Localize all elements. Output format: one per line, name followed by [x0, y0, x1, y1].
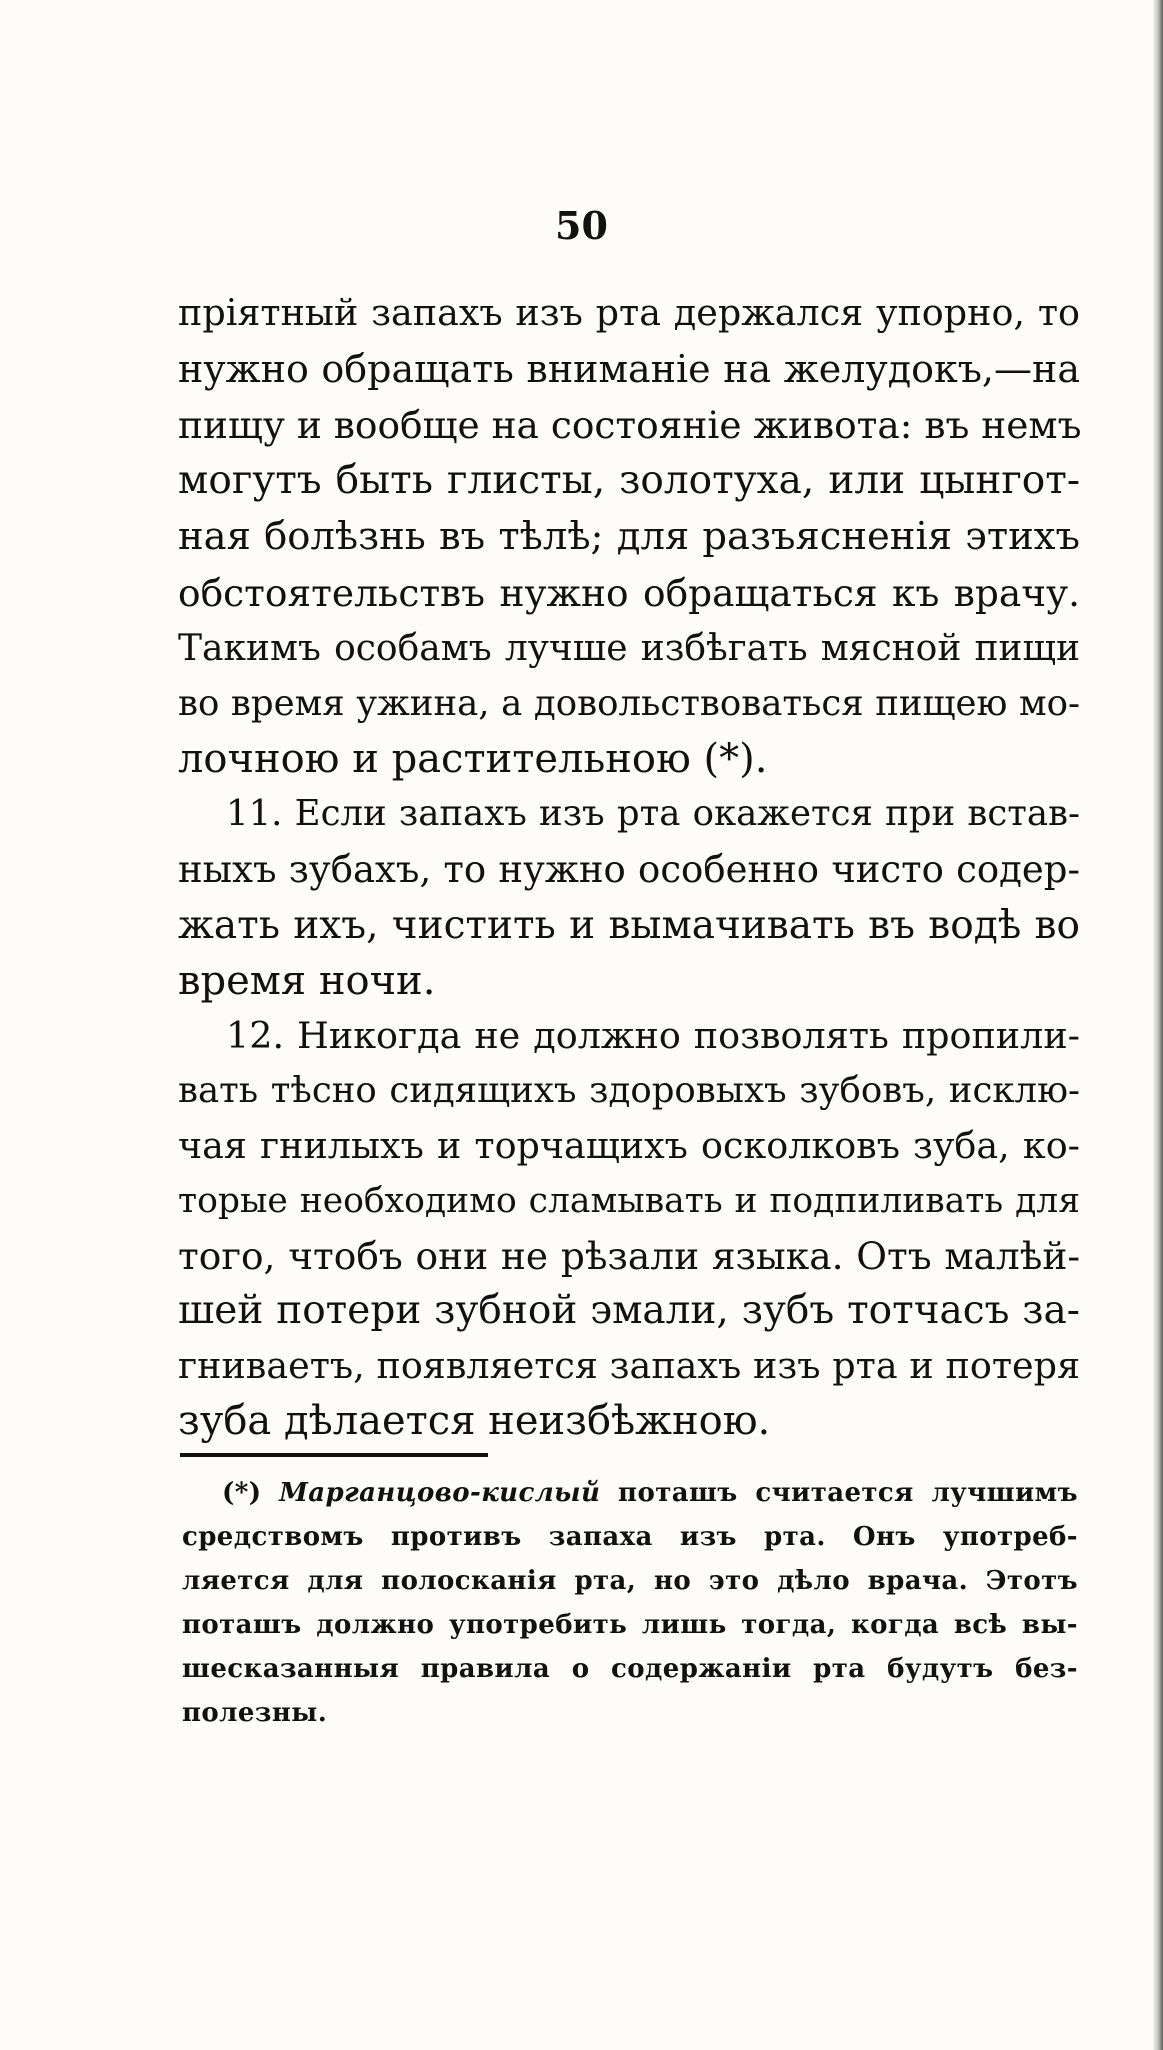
paragraph-11-start: 11. Если запахъ изъ рта окажется при встав-	[226, 793, 1080, 834]
text-line: шей потери зубной эмали, зубъ тотчасъ за-	[178, 1288, 1080, 1333]
text-line: Такимъ особамъ лучше избѣгать мясной пищи	[178, 628, 1080, 669]
text-line: гниваетъ, появляется запахъ изъ рта и потеря	[178, 1344, 1080, 1387]
text-line: чая гнилыхъ и торчащихъ осколковъ зуба, ко-	[178, 1124, 1080, 1167]
text-line: пріятный запахъ изъ рта держался упорно, то	[178, 291, 1080, 334]
footnote-divider	[180, 1453, 488, 1457]
footnote-first-line	[222, 1472, 1078, 1514]
text-line: пищу и вообще на состояніе живота: въ немъ	[178, 403, 1082, 447]
text-line: могутъ быть глисты, золотуха, или цынгот-	[178, 458, 1080, 503]
footnote-line: шесказанныя правила о содержаніи рта будутъ без-	[182, 1654, 1078, 1684]
page-edge-shadow	[1153, 0, 1163, 2050]
text-line: ная болѣзнь въ тѣлѣ; для разъясненія этихъ	[178, 514, 1080, 559]
text-line: жать ихъ, чистить и вымачивать въ водѣ во	[178, 903, 1080, 948]
text-line: время ночи.	[178, 958, 436, 1004]
text-line: обстоятельствъ нужно обращаться къ врачу.	[178, 571, 1080, 615]
text-line: нужно обращать вниманіе на желудокъ,—на	[178, 347, 1080, 391]
footnote-line: полезны.	[182, 1698, 328, 1728]
text-line: того, чтобъ они не рѣзали языка. Отъ малѣй-	[178, 1234, 1080, 1278]
text-line: торые необходимо сламывать и подпиливать для	[178, 1181, 1080, 1221]
text-line: лочною и растительною (*).	[178, 736, 768, 782]
text-line: во время ужина, а довольствоваться пищею мо-	[178, 683, 1080, 724]
footnote-marker: (*)	[222, 1478, 262, 1508]
page-number: 50	[555, 203, 608, 248]
text-line: ныхъ зубахъ, то нужно особенно чисто содер-	[178, 848, 1080, 891]
footnote-text: поташъ считается лучшимъ	[618, 1478, 1079, 1508]
footnote-line: поташъ должно употребить лишь тогда, когда всѣ вы-	[182, 1610, 1078, 1640]
text-line: вать тѣсно сидящихъ здоровыхъ зубовъ, исклю-	[178, 1070, 1080, 1111]
footnote-line: ляется для полосканія рта, но это дѣло врача. Этотъ	[182, 1566, 1078, 1596]
paragraph-12-start: 12. Никогда не должно позволять пропили-	[226, 1014, 1080, 1057]
footnote-line: средствомъ противъ запаха изъ рта. Онъ употреб-	[182, 1522, 1078, 1552]
footnote-emphasis: Марганцово-кислый	[279, 1478, 601, 1508]
text-line: зуба дѣлается неизбѣжною.	[178, 1398, 771, 1444]
